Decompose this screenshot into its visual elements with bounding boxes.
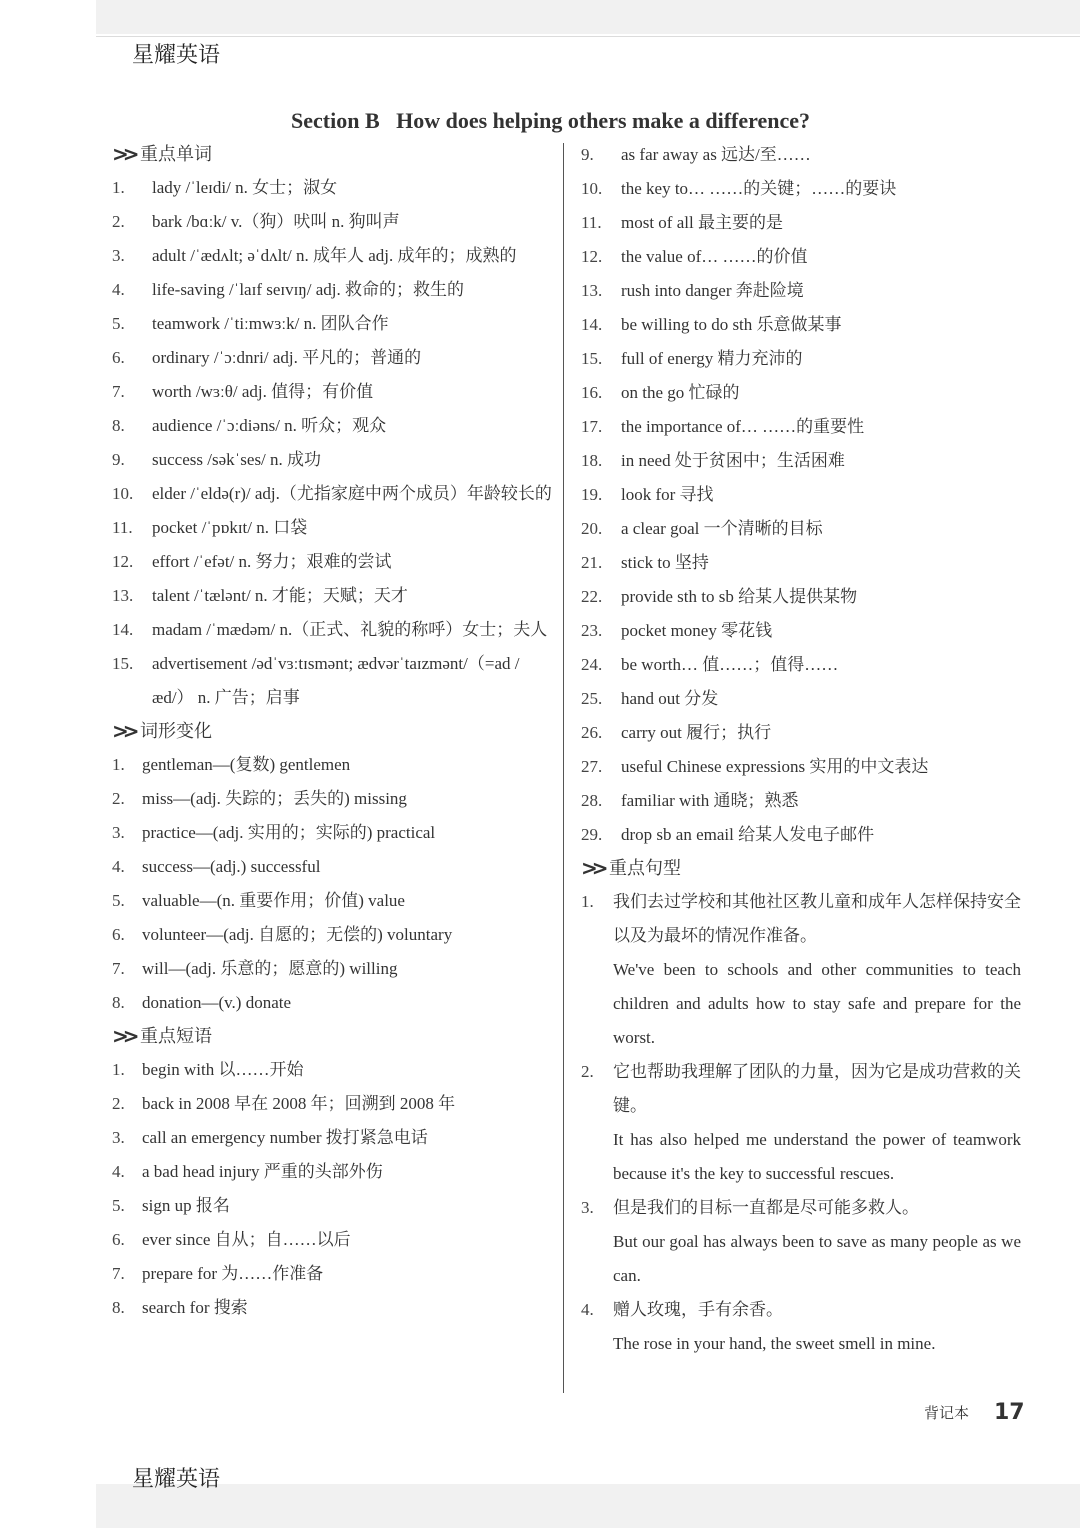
item-number: 3. — [112, 1128, 125, 1147]
double-chevron-icon: >> — [112, 719, 134, 743]
watermark-bottom: 星耀英语 — [132, 1467, 221, 1492]
item-number: 20. — [581, 519, 603, 538]
item-number: 8. — [112, 1298, 125, 1317]
item-text: teamwork /ˈtiːmwɜːk/ n. 团队合作 — [152, 314, 389, 333]
list-item — [581, 546, 1021, 580]
bottom-margin-band — [96, 1484, 1080, 1528]
item-number: 2. — [112, 212, 125, 231]
item-number: 26. — [581, 723, 603, 742]
item-text: begin with 以……开始 — [142, 1060, 304, 1079]
item-text: prepare for 为……作准备 — [142, 1264, 324, 1283]
sentence-body — [613, 1293, 1021, 1361]
sentence-body — [613, 1191, 1021, 1293]
item-number: 18. — [581, 451, 603, 470]
list-item — [112, 850, 552, 884]
list-item — [581, 682, 1021, 716]
list-item — [112, 816, 552, 850]
phrases-list-continued — [581, 138, 1021, 852]
item-number: 13. — [581, 281, 603, 300]
sentence-english: We've been to schools and other communities to teach children and adults how to stay safe and prepare for the worst. — [613, 960, 1021, 1047]
list-item — [112, 1121, 552, 1155]
list-item — [581, 444, 1021, 478]
item-text: life-saving /ˈlaɪf seɪvɪŋ/ adj. 救命的；救生的 — [152, 280, 464, 299]
sentence-chinese: 但是我们的目标一直都是尽可能多救人。 — [613, 1198, 919, 1218]
item-text: drop sb an email 给某人发电子邮件 — [621, 825, 875, 844]
item-number: 15. — [581, 349, 603, 368]
item-number: 16. — [581, 383, 603, 402]
item-number: 2. — [112, 789, 125, 808]
list-item — [112, 273, 552, 307]
item-text: adult /ˈædʌlt; əˈdʌlt/ n. 成年人 adj. 成年的；成熟的 — [152, 246, 517, 265]
phrases-list — [112, 1053, 552, 1325]
list-item — [112, 239, 552, 273]
item-text: pocket money 零花钱 — [621, 621, 773, 640]
item-number: 17. — [581, 417, 603, 436]
item-number: 7. — [112, 959, 125, 978]
item-number: 19. — [581, 485, 603, 504]
item-number: 5. — [112, 891, 125, 910]
list-item — [581, 614, 1021, 648]
item-number: 22. — [581, 587, 603, 606]
list-item — [112, 477, 552, 511]
list-item — [112, 307, 552, 341]
item-text: success—(adj.) successful — [142, 857, 321, 876]
list-item — [112, 613, 552, 647]
item-number: 8. — [112, 416, 125, 435]
sentence-english: But our goal has always been to save as many people as we can. — [613, 1232, 1021, 1285]
list-item — [112, 409, 552, 443]
item-number: 1. — [112, 755, 125, 774]
list-item — [581, 308, 1021, 342]
list-item — [112, 748, 552, 782]
item-number: 13. — [112, 586, 134, 605]
sentences-heading: >> 重点句型 — [581, 852, 1021, 885]
list-item — [581, 172, 1021, 206]
section-title: Section B How does helping others make a difference? — [291, 108, 811, 133]
item-number: 6. — [112, 1230, 125, 1249]
item-number: 3. — [112, 823, 125, 842]
item-number: 8. — [112, 993, 125, 1012]
item-text: stick to 坚持 — [621, 553, 709, 572]
list-item — [112, 1291, 552, 1325]
item-text: full of energy 精力充沛的 — [621, 349, 803, 368]
item-number: 28. — [581, 791, 603, 810]
list-item — [581, 274, 1021, 308]
item-number: 12. — [581, 247, 603, 266]
top-margin-band — [96, 0, 1080, 34]
list-item — [581, 818, 1021, 852]
item-number: 23. — [581, 621, 603, 640]
sentence-english: The rose in your hand, the sweet smell in mine. — [613, 1334, 936, 1353]
item-text: miss—(adj. 失踪的；丢失的) missing — [142, 789, 407, 808]
list-item — [581, 784, 1021, 818]
item-text: worth /wɜːθ/ adj. 值得；有价值 — [152, 382, 374, 401]
item-text: lady /ˈleɪdi/ n. 女士；淑女 — [152, 178, 338, 197]
item-text: gentleman—(复数) gentlemen — [142, 755, 351, 774]
list-item — [112, 171, 552, 205]
item-text: rush into danger 奔赴险境 — [621, 281, 804, 300]
item-number: 1. — [581, 892, 594, 911]
item-text: madam /ˈmædəm/ n.（正式、礼貌的称呼）女士；夫人 — [152, 620, 548, 639]
item-number: 6. — [112, 925, 125, 944]
item-number: 4. — [581, 1300, 594, 1319]
item-text: familiar with 通晓；熟悉 — [621, 791, 799, 810]
item-text: be worth… 值……；值得…… — [621, 655, 839, 674]
item-number: 14. — [112, 620, 134, 639]
sentence-body — [613, 1055, 1021, 1191]
sentence-item — [581, 885, 1021, 1055]
item-number: 14. — [581, 315, 603, 334]
item-text: ordinary /ˈɔːdnri/ adj. 平凡的；普通的 — [152, 348, 422, 367]
item-number: 27. — [581, 757, 603, 776]
item-text: talent /ˈtælənt/ n. 才能；天赋；天才 — [152, 586, 408, 605]
item-number: 6. — [112, 348, 125, 367]
item-number: 11. — [112, 518, 133, 537]
item-number: 9. — [112, 450, 125, 469]
item-number: 11. — [581, 213, 602, 232]
list-item — [581, 138, 1021, 172]
item-text: will—(adj. 乐意的；愿意的) willing — [142, 959, 398, 978]
list-item — [112, 918, 552, 952]
item-number: 10. — [581, 179, 603, 198]
item-text: a bad head injury 严重的头部外伤 — [142, 1162, 383, 1181]
item-number: 1. — [112, 1060, 125, 1079]
list-item — [112, 1189, 552, 1223]
item-text: valuable—(n. 重要作用；价值) value — [142, 891, 405, 910]
words-heading: >> 重点单词 — [112, 138, 552, 171]
item-text: elder /ˈeldə(r)/ adj.（尤指家庭中两个成员）年龄较长的 — [152, 484, 552, 503]
list-item — [112, 986, 552, 1020]
item-text: the importance of… ……的重要性 — [621, 417, 865, 436]
sentence-body — [613, 885, 1021, 1055]
list-item — [112, 1257, 552, 1291]
sentence-english: It has also helped me understand the power of teamwork because it's the key to successful rescues. — [613, 1130, 1021, 1183]
sentence-chinese: 它也帮助我理解了团队的力量，因为它是成功营救的关键。 — [613, 1062, 1021, 1116]
item-number: 9. — [581, 145, 594, 164]
item-text: donation—(v.) donate — [142, 993, 292, 1012]
list-item — [112, 884, 552, 918]
item-number: 3. — [581, 1198, 594, 1217]
list-item — [581, 478, 1021, 512]
list-item — [112, 782, 552, 816]
list-item — [112, 545, 552, 579]
item-number: 4. — [112, 857, 125, 876]
item-text: the value of… ……的价值 — [621, 247, 808, 266]
double-chevron-icon: >> — [112, 1024, 134, 1048]
item-number: 25. — [581, 689, 603, 708]
item-number: 5. — [112, 1196, 125, 1215]
list-item — [112, 443, 552, 477]
phrases-heading: >> 重点短语 — [112, 1020, 552, 1053]
forms-list — [112, 748, 552, 1020]
sentence-item — [581, 1191, 1021, 1293]
words-list — [112, 171, 552, 715]
item-text: bark /bɑːk/ v.（狗）吠叫 n. 狗叫声 — [152, 212, 400, 231]
item-number: 2. — [581, 1062, 594, 1081]
list-item — [112, 952, 552, 986]
list-item — [112, 579, 552, 613]
item-text: on the go 忙碌的 — [621, 383, 740, 402]
item-text: most of all 最主要的是 — [621, 213, 783, 232]
item-number: 10. — [112, 484, 134, 503]
list-item — [112, 1223, 552, 1257]
item-number: 5. — [112, 314, 125, 333]
item-number: 4. — [112, 280, 125, 299]
item-number: 24. — [581, 655, 603, 674]
list-item — [112, 511, 552, 545]
forms-heading: >> 词形变化 — [112, 715, 552, 748]
item-text: search for 搜索 — [142, 1298, 248, 1317]
item-text: effort /ˈefət/ n. 努力；艰难的尝试 — [152, 552, 392, 571]
list-item — [581, 376, 1021, 410]
item-number: 7. — [112, 382, 125, 401]
list-item — [112, 375, 552, 409]
item-text: success /səkˈses/ n. 成功 — [152, 450, 322, 469]
sentence-item — [581, 1055, 1021, 1191]
list-item — [581, 512, 1021, 546]
list-item — [112, 1053, 552, 1087]
list-item — [112, 647, 552, 715]
list-item — [112, 1155, 552, 1189]
item-text: audience /ˈɔːdiəns/ n. 听众；观众 — [152, 416, 387, 435]
column-divider — [563, 143, 564, 1393]
list-item — [112, 341, 552, 375]
item-number: 15. — [112, 654, 134, 673]
item-text: call an emergency number 拨打紧急电话 — [142, 1128, 428, 1147]
top-rule — [96, 36, 1080, 37]
list-item — [581, 716, 1021, 750]
item-number: 21. — [581, 553, 603, 572]
item-text: back in 2008 早在 2008 年；回溯到 2008 年 — [142, 1094, 456, 1113]
item-number: 7. — [112, 1264, 125, 1283]
list-item — [112, 1087, 552, 1121]
item-text: provide sth to sb 给某人提供某物 — [621, 587, 858, 606]
item-number: 29. — [581, 825, 603, 844]
item-text: hand out 分发 — [621, 689, 719, 708]
list-item — [581, 240, 1021, 274]
item-text: practice—(adj. 实用的；实际的) practical — [142, 823, 436, 842]
list-item — [581, 750, 1021, 784]
right-column — [581, 138, 1021, 1361]
list-item — [581, 410, 1021, 444]
page-margin — [0, 0, 96, 1528]
item-text: look for 寻找 — [621, 485, 714, 504]
double-chevron-icon: >> — [112, 142, 134, 166]
footer-label: 背记本 — [924, 1404, 970, 1422]
sentence-item — [581, 1293, 1021, 1361]
watermark-top: 星耀英语 — [132, 43, 221, 68]
double-chevron-icon: >> — [581, 856, 603, 880]
item-number: 3. — [112, 246, 125, 265]
list-item — [581, 206, 1021, 240]
left-column — [112, 138, 552, 1325]
list-item — [581, 648, 1021, 682]
item-text: useful Chinese expressions 实用的中文表达 — [621, 757, 929, 776]
item-text: carry out 履行；执行 — [621, 723, 772, 742]
sentence-chinese: 我们去过学校和其他社区教儿童和成年人怎样保持安全以及为最坏的情况作准备。 — [613, 892, 1021, 946]
item-text: in need 处于贫困中；生活困难 — [621, 451, 845, 470]
item-text: a clear goal 一个清晰的目标 — [621, 519, 823, 538]
sentences-list — [581, 885, 1021, 1361]
list-item — [581, 580, 1021, 614]
item-number: 4. — [112, 1162, 125, 1181]
item-text: ever since 自从；自……以后 — [142, 1230, 351, 1249]
item-text: as far away as 远达/至…… — [621, 145, 811, 164]
item-text: the key to… ……的关键；……的要诀 — [621, 179, 897, 198]
list-item — [581, 342, 1021, 376]
sentence-chinese: 赠人玫瑰，手有余香。 — [613, 1300, 783, 1320]
item-text: pocket /ˈpɒkɪt/ n. 口袋 — [152, 518, 308, 537]
item-text: sign up 报名 — [142, 1196, 230, 1215]
page-number: 17 — [994, 1400, 1025, 1425]
item-number: 1. — [112, 178, 125, 197]
item-number: 12. — [112, 552, 134, 571]
item-text: advertisement /ədˈvɜːtɪsmənt; ædvərˈtaɪzmənt/（=ad /æd/） n. 广告；启事 — [152, 654, 520, 707]
item-text: be willing to do sth 乐意做某事 — [621, 315, 842, 334]
item-text: volunteer—(adj. 自愿的；无偿的) voluntary — [142, 925, 453, 944]
list-item — [112, 205, 552, 239]
item-number: 2. — [112, 1094, 125, 1113]
